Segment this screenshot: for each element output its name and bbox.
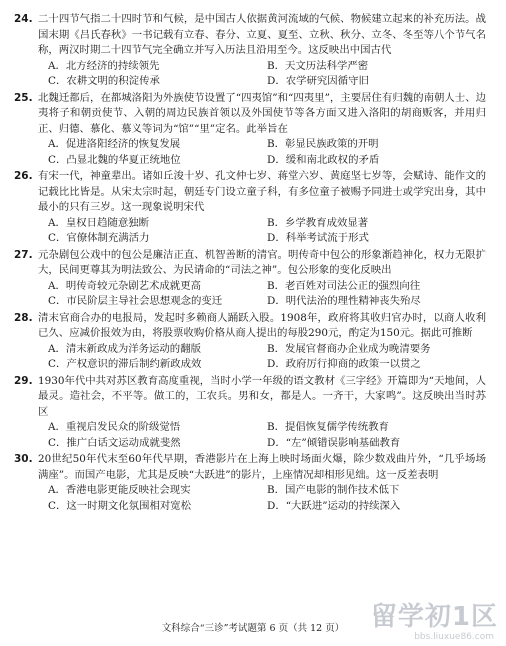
question-list (14, 12, 486, 514)
question-number: 27. (14, 248, 33, 261)
question-item (14, 374, 486, 452)
answer-option: A．明传奇较元杂剧艺术成就更高 (48, 279, 201, 292)
answer-option: A．清末新政成为洋务运动的翻版 (48, 342, 201, 355)
answer-options (14, 137, 486, 168)
question-stem: 有宋一代，神童辈出。诸如丘浚十岁、孔文仲七岁、蒋堂六岁、黄庭坚七岁等，会赋诗、能作文的记载比比皆是。从宋太宗时起，朝廷专门设立童子科，有多位童子被赐予同进士或学究出身，其中最小的只有三岁。这一现象说明宋代 (38, 170, 486, 213)
answer-option: C．农耕文明的积淀传承 (48, 75, 160, 87)
question-number: 28. (14, 311, 33, 324)
answer-option: A．皇权日趋随意独断 (48, 216, 150, 229)
answer-option: D．“左”倾错误影响基础教育 (267, 436, 401, 449)
answer-options (14, 420, 486, 451)
question-item (14, 169, 486, 247)
answer-option: B．国产电影的制作技术低下 (267, 484, 400, 496)
answer-options (14, 342, 486, 373)
question-number: 30. (14, 453, 33, 465)
question-head (14, 248, 486, 279)
answer-option: B．天文历法科学严密 (267, 59, 369, 72)
answer-option: D．政府厉行抑商的政策一以贯之 (267, 358, 421, 370)
question-number: 25. (14, 91, 33, 104)
question-head (14, 169, 486, 216)
page-footer: 文科综合“三诊”考试题第 6 页（共 12 页） (161, 623, 345, 634)
answer-option: C．产权意识的滞后制约新政成效 (48, 358, 202, 370)
answer-option: D．“大跃进”运动的持续深入 (267, 499, 401, 512)
answer-option: C．推广白话文运动成就斐然 (48, 436, 181, 449)
answer-option: B．老百姓对司法公正的强烈向往 (267, 279, 421, 292)
answer-option: A．促进洛阳经济的恢复发展 (48, 138, 181, 150)
answer-option: C．这一时期文化氛围相对宽松 (48, 499, 192, 512)
question-stem: 1930年代中共对苏区教育高度重视，当时小学一年级的语文教材《三字经》开篇即为“天地间，人最灵。造社会，不平等。做工的，工农兵。男和女，都是人。一齐干，大家鸣”。这反映出当时苏区 (38, 374, 486, 418)
question-head (14, 452, 486, 483)
answer-options (14, 279, 486, 310)
question-number: 26. (14, 170, 33, 182)
watermark-logo (370, 596, 502, 642)
answer-option: C．市民阶层主导社会思想观念的变迁 (48, 295, 223, 307)
answer-option: D．科举考试流于形式 (267, 232, 369, 244)
answer-option: A．重视启发民众的阶级觉悟 (48, 421, 181, 433)
question-head (14, 311, 486, 342)
answer-option: B．提倡恢复儒学传统教育 (267, 421, 389, 433)
question-item (14, 311, 486, 373)
answer-option: A．香港电影更能反映社会现实 (48, 484, 191, 496)
answer-option: B．乡学教育成效显著 (267, 216, 369, 229)
answer-options (14, 59, 486, 90)
question-number: 24. (14, 13, 33, 25)
watermark-brand-text: 留学初1区 (370, 602, 498, 632)
answer-options (14, 216, 486, 247)
answer-option: D．缓和南北政权的矛盾 (267, 153, 380, 166)
answer-options (14, 483, 486, 514)
answer-option: C．官僚体制充满活力 (48, 232, 150, 244)
answer-option: C．凸显北魏的华夏正统地位 (48, 153, 181, 166)
question-stem: 20世纪50年代末至60年代早期，香港影片在上海上映时场面火爆，除少数戏曲片外，“几乎场场满座”。而国产电影，尤其是反映“大跃进”的影片，上座情况却相形见绌。这一反差表明 (38, 453, 486, 481)
answer-option: D．农学研究因循守旧 (267, 75, 369, 87)
answer-option: B．彰显民族政策的开明 (267, 138, 379, 150)
question-item (14, 452, 486, 514)
answer-option: A．北方经济的持续领先 (48, 59, 160, 72)
question-head (14, 374, 486, 421)
question-head (14, 91, 486, 138)
question-head (14, 12, 486, 59)
question-stem: 元杂剧包公戏中的包公是廉洁正直、机智善断的清官。明传奇中包公的形象渐趋神化，权力无限扩大，民间更尊其为明法致公、为民请命的“司法之神”。包公形象的变化反映出 (38, 248, 486, 276)
answer-option: D．明代法治的理性精神丧失殆尽 (267, 295, 421, 307)
question-stem: 二十四节气指二十四时节和气候，是中国古人依据黄河流域的气候、物候建立起来的补充历法。战国末期《吕氏春秋》一书记载有立春、春分、立夏、夏至、立秋、秋分、立冬、冬至等八个节气名称，两汉时期二十四节气完全确立并写入历法且沿用至今。这反映出中国古代 (38, 13, 486, 56)
question-item (14, 12, 486, 90)
watermark-url-text: bbs.liuxue86.com (414, 632, 494, 642)
question-number: 29. (14, 374, 33, 387)
question-item (14, 91, 486, 169)
question-stem: 北魏迁都后，在都城洛阳为外族使节设置了“四夷馆”和“四夷里”，主要居住有归魏的南朝人士、边夷将子和朝贡使节、入朝的周边民族首领以及外国使节等各方面又进入洛阳的胡商贩客，并用归正、归德、慕化、慕义等词为“馆”“里”定名。此举旨在 (38, 91, 486, 135)
answer-option: B．发展官督商办企业成为晚清要务 (267, 342, 431, 355)
question-stem: 清末官商合办的电报局，发起时多赖商人踊跃入股。1908年，政府将其收归官办时，以商人收利已久、应减价报效为由，将股票收购价格从商人提出的每股290元，酌定为150元。据此可推断 (38, 311, 486, 339)
question-item (14, 248, 486, 310)
